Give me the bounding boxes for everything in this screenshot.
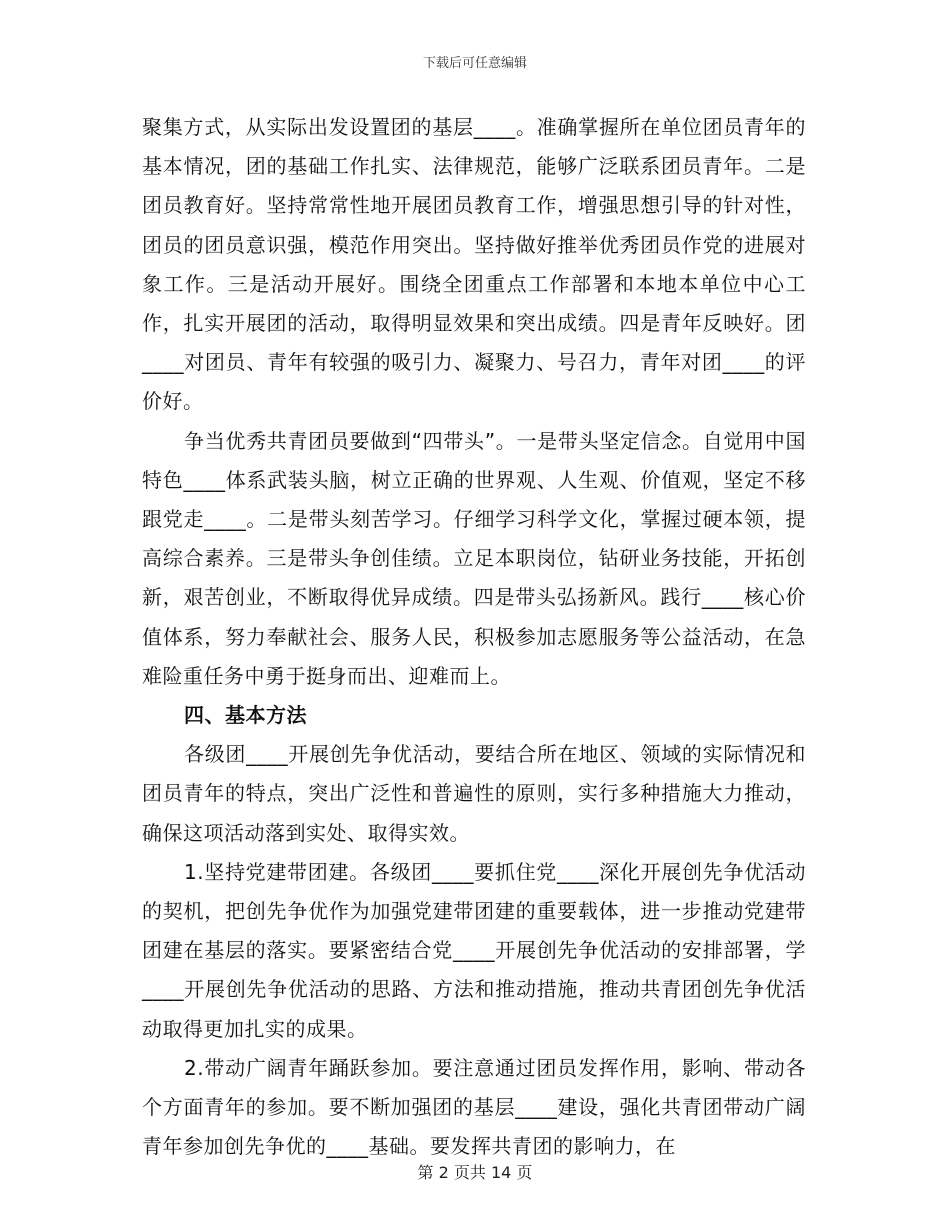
paragraph-4: 1.坚持党建带团建。各级团____要抓住党____深化开展创先争优活动的契机，把创先争优作为加强党建带团建的重要载体，进一步推动党建带团建在基层的落实。要紧密结合党____开展创先争优活动的安排部署，学____开展创先争优活动的思路、方法和推动措施，推动共青团创先争优活动取得更加扎实的成果。 xyxy=(142,859,806,1041)
page-number: 第 2 页共 14 页 xyxy=(417,1163,533,1182)
page-header: 下载后可任意编辑 xyxy=(422,56,527,71)
section-heading: 四、基本方法 xyxy=(184,703,307,728)
paragraph-3: 各级团____开展创先争优活动，要结合所在地区、领域的实际情况和团员青年的特点，突出广泛性和普遍性的原则，实行多种措施大力推动，确保这项活动落到实处、取得实效。 xyxy=(142,742,806,845)
paragraph-5: 2.带动广阔青年踊跃参加。要注意通过团员发挥作用，影响、带动各个方面青年的参加。要不断加强团的基层____建设，强化共青团带动广阔青年参加创先争优的____基础。要发挥共青团的影响力，在 xyxy=(142,1055,806,1159)
document-body xyxy=(142,108,806,1166)
paragraph-1: 聚集方式，从实际出发设置团的基层____。准确掌握所在单位团员青年的基本情况，团的基础工作扎实、法律规范，能够广泛联系团员青年。二是团员教育好。坚持常常性地开展团员教育工作，增强思想引导的针对性，团员的团员意识强，模范作用突出。坚持做好推举优秀团员作党的进展对象工作。三是活动开展好。围绕全团重点工作部署和本地本单位中心工作，扎实开展团的活动，取得明显效果和突出成绩。四是青年反映好。团____对团员、青年有较强的吸引力、凝聚力、号召力，青年对团____的评价好。 xyxy=(142,115,806,414)
paragraph-2: 争当优秀共青团员要做到“四带头”。一是带头坚定信念。自觉用中国特色____体系武装头脑，树立正确的世界观、人生观、价值观，坚定不移跟党走____。二是带头刻苦学习。仔细学习科学文化，掌握过硬本领，提高综合素养。三是带头争创佳绩。立足本职岗位，钻研业务技能，开拓创新，艰苦创业，不断取得优异成绩。四是带头弘扬新风。践行____核心价值体系，努力奉献社会、服务人民，积极参加志愿服务等公益活动，在急难险重任务中勇于挺身而出、迎难而上。 xyxy=(142,428,806,688)
